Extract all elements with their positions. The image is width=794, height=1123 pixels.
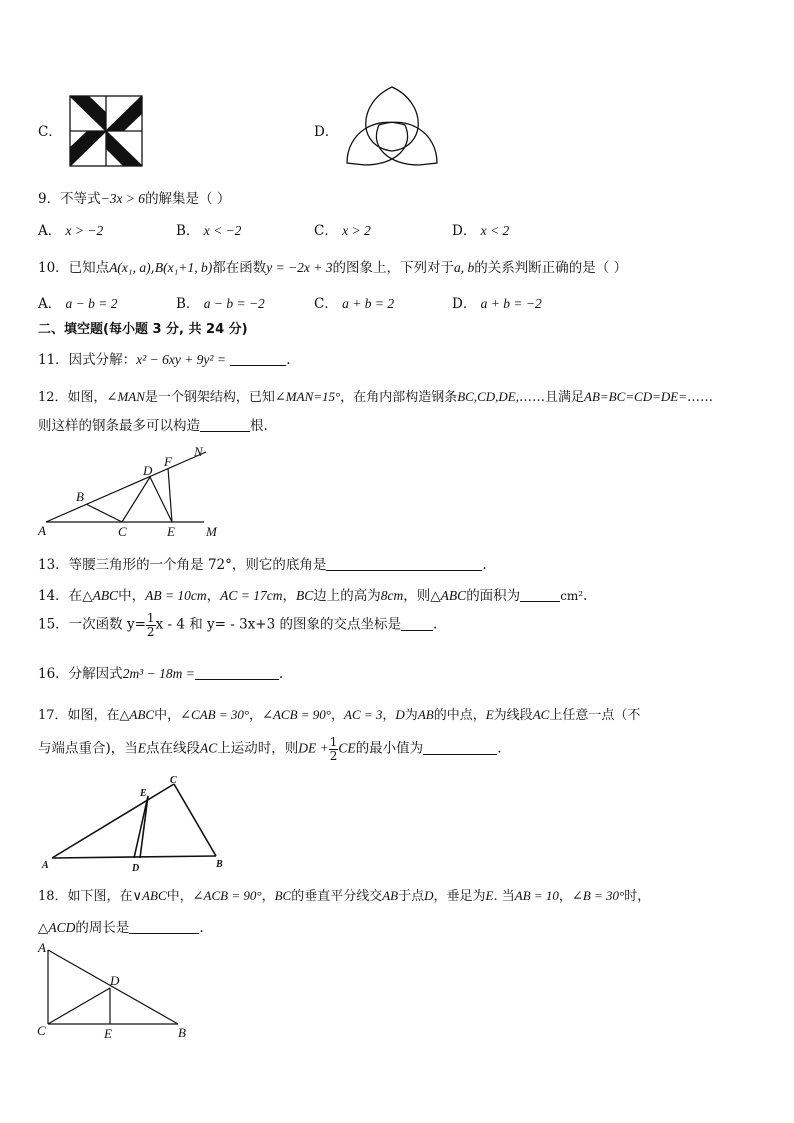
q10-d-letter: D．: [452, 296, 477, 312]
q17-figure: [40, 772, 230, 872]
fig18-label-d: D: [110, 973, 120, 988]
q17-l2b: 点在线段: [146, 740, 201, 757]
q18-answer-blank[interactable]: [129, 920, 199, 935]
q15-b: x - 4 和 y= - 3x+3 的图象的交点坐标是: [155, 616, 401, 633]
q10-a-letter: A．: [38, 296, 62, 312]
q17-angle-acb: ∠ACB = 90°: [262, 707, 331, 722]
q10-option-c[interactable]: [314, 292, 394, 312]
fig18-label-e: E: [104, 1026, 112, 1041]
q17-e: E: [485, 707, 494, 722]
fig17-label-e: E: [140, 788, 147, 799]
q14-stem: [38, 584, 587, 604]
q9-option-d[interactable]: [452, 219, 509, 239]
q17-l1d: ，: [330, 708, 344, 723]
q12-line2: [38, 414, 268, 434]
q12-l1c: ，在角内部构造钢条: [340, 390, 458, 405]
q17-ce: CE: [338, 740, 356, 756]
q18-line1: [38, 885, 650, 904]
q12-l2b: 根.: [250, 418, 268, 434]
q12-answer-blank[interactable]: [200, 418, 250, 433]
q9-option-c[interactable]: [314, 219, 371, 239]
q18-d: D: [424, 888, 434, 903]
q9-option-b[interactable]: [176, 219, 241, 239]
fig17-label-b: B: [216, 859, 223, 870]
q17-numerator: 1: [329, 735, 338, 749]
q17-angle-cab: ∠CAB = 30°: [180, 707, 250, 722]
q18-ab-value: AB = 10: [514, 888, 559, 903]
q14-d: ，: [282, 588, 297, 604]
q17-de: DE +: [298, 740, 329, 756]
q17-triangle: △ABC: [119, 707, 155, 722]
q10-a-expr: a − b = 2: [65, 296, 118, 311]
q17-ac: AC = 3: [344, 707, 383, 722]
q18-l1b: 中，: [166, 889, 193, 904]
q11-answer-blank[interactable]: [230, 352, 286, 367]
q10-d-expr: a + b = −2: [480, 296, 542, 311]
q9-a-expr: x > −2: [65, 223, 104, 238]
q15-fraction: [146, 612, 156, 638]
fig12-label-c: C: [118, 524, 127, 539]
q17-answer-blank[interactable]: [423, 740, 497, 755]
q14-e: 边上的高为: [313, 588, 381, 604]
q12-l1d: ……且满足: [518, 390, 584, 405]
q9-stem: [38, 187, 230, 207]
q14-triangle: △ABC: [82, 588, 119, 603]
q8-option-c-figure: [70, 96, 144, 168]
q9-option-a[interactable]: [38, 219, 103, 239]
q18-triangle-acd: △ACD: [38, 920, 76, 935]
q17-l2c: 上运动时，则: [217, 740, 299, 757]
q18-figure: [34, 940, 204, 1044]
q10-option-b[interactable]: [176, 292, 265, 312]
q13-stem: [38, 553, 487, 573]
q9-inequality: −3x > 6: [100, 191, 146, 206]
q17-d: D: [395, 707, 405, 722]
q17-l1e: ，: [382, 708, 396, 723]
q13-text: 13．等腰三角形的一个角是 72°，则它的底角是: [38, 557, 327, 573]
q14-unit: cm²: [560, 589, 584, 603]
q17-l1c: ，: [249, 708, 263, 723]
q10-option-d[interactable]: [452, 292, 542, 312]
fig18-label-c: C: [37, 1023, 46, 1038]
q17-l1a: 17．如图，在: [38, 708, 120, 723]
q15-answer-blank[interactable]: [401, 616, 433, 631]
fig12-label-e: E: [167, 524, 175, 539]
q12-l1b: 是一个钢架结构，已知: [144, 390, 275, 405]
q14-g: 的面积为: [466, 588, 521, 604]
q11-expr: x² − 6xy + 9y² =: [136, 352, 226, 367]
q18-l1a: 18．如下图，在: [38, 889, 133, 904]
q11-period: .: [286, 352, 291, 368]
fig17-label-a: A: [42, 860, 49, 871]
q11-stem: [38, 348, 291, 368]
q13-period: .: [482, 557, 487, 573]
fig12-label-b: B: [76, 489, 84, 504]
q18-l1g: . 当: [493, 889, 515, 904]
q18-l1f: ，垂足为: [433, 889, 486, 904]
q10-mid: 都在函数: [212, 260, 267, 276]
q10-vars: a, b: [454, 260, 475, 275]
q16-a: 16．分解因式: [38, 666, 123, 682]
q17-denominator: 2: [329, 748, 338, 763]
q15-stem: [38, 612, 437, 638]
q18-l1d: 的垂直平分线交: [291, 889, 383, 904]
q18-ab: AB: [382, 888, 399, 903]
q14-b: 中，: [118, 588, 146, 604]
q17-period: .: [497, 740, 502, 757]
q11-prefix: 11．因式分解：: [38, 352, 137, 368]
q18-l1e: 于点: [398, 889, 425, 904]
q17-line2: [38, 736, 501, 762]
q15-denominator: 2: [146, 624, 155, 639]
q8-option-d-label: D．: [314, 124, 339, 140]
fig12-label-a: A: [38, 523, 46, 538]
q10-point-b: B(x₁+1, b): [154, 260, 213, 275]
q10-suffix-2: 的关系判断正确的是（ ）: [474, 260, 628, 276]
q17-l2d: 的最小值为: [355, 740, 424, 757]
q10-b-letter: B．: [176, 296, 200, 312]
fig12-label-d: D: [143, 463, 153, 478]
q16-period: .: [278, 666, 284, 682]
q18-bc: BC: [274, 888, 292, 903]
fig12-label-n: N: [194, 444, 203, 459]
q18-l1h: ，: [558, 889, 572, 904]
q12-angle-man: ∠MAN: [106, 389, 145, 404]
q10-stem: 10．已知点A(x₁, a),B(x₁+1, b)都在函数y = −2x + 3的图象上，下列对于a, b的关系判断正确的是（ ）: [38, 260, 628, 276]
q14-f: ，则: [403, 588, 431, 604]
q17-l1i: 上任意一点（不: [549, 708, 641, 723]
q8-option-c-label: C．: [38, 124, 62, 140]
q18-period: .: [199, 920, 204, 936]
q9-b-letter: B．: [176, 223, 200, 239]
q16-expr: 2m³ − 18m =: [122, 666, 195, 681]
q18-line2: [38, 916, 204, 936]
q9-c-letter: C．: [314, 223, 338, 239]
q14-ac: AC = 17cm: [220, 588, 283, 603]
q12-l2a: 则这样的钢条最多可以构造: [38, 418, 200, 434]
q16-stem: [38, 662, 283, 682]
q18-e: E: [485, 888, 494, 903]
fig18-label-b: B: [178, 1025, 186, 1040]
q12-equal: AB=BC=CD=DE=: [584, 389, 687, 404]
q10-c-expr: a + b = 2: [342, 296, 395, 311]
q13-answer-blank[interactable]: [326, 557, 482, 572]
q16-answer-blank[interactable]: [195, 666, 279, 681]
q12-line1: [38, 386, 713, 405]
q17-l1g: 的中点，: [433, 708, 486, 723]
q14-ab: AB = 10cm: [145, 588, 207, 603]
q17-fraction: [329, 736, 339, 762]
q9-suffix: 的解集是（ ）: [145, 191, 231, 207]
q10-option-a[interactable]: [38, 292, 118, 312]
q17-line1: [38, 704, 640, 723]
q14-c: ，: [206, 588, 221, 604]
q17-l2a: 与端点重合)，当: [38, 740, 138, 757]
q8-option-d-figure: [345, 85, 440, 171]
q17-l1b: 中，: [154, 708, 181, 723]
q12-angle-value: ∠MAN=15°: [274, 389, 341, 404]
q17-l1h: 为线段: [493, 708, 533, 723]
q15-a: 15．一次函数 y=: [38, 616, 146, 633]
q12-l1e: ……: [686, 390, 713, 405]
section-heading-fill-blank: 二、填空题(每小题 3 分, 共 24 分): [38, 322, 248, 337]
q14-height: 8cm: [380, 588, 404, 603]
q12-l1a: 12．如图，: [38, 390, 107, 405]
q9-prefix: 9．不等式: [38, 191, 101, 207]
q9-a-letter: A．: [38, 223, 62, 239]
fig17-label-d: D: [132, 863, 140, 874]
q18-l1i: 时，: [624, 889, 651, 904]
q10-function: y = −2x + 3: [266, 260, 333, 275]
q10-suffix-1: 的图象上，下列对于: [332, 260, 455, 276]
q10-prefix: 10．已知点: [38, 260, 110, 276]
fig12-label-m: M: [206, 524, 217, 539]
q18-l2b: 的周长是: [75, 920, 130, 936]
q9-c-expr: x > 2: [342, 223, 371, 238]
q9-d-letter: D．: [452, 223, 477, 239]
q10-b-expr: a − b = −2: [203, 296, 265, 311]
fig12-label-f: F: [164, 454, 172, 469]
q18-l1c: ，: [261, 889, 275, 904]
q14-period: .: [583, 588, 588, 604]
q10-point-a: A(x₁, a): [109, 260, 151, 275]
q9-d-expr: x < 2: [480, 223, 510, 238]
q10-c-letter: C．: [314, 296, 338, 312]
q17-ab: AB: [417, 707, 434, 722]
q15-numerator: 1: [146, 611, 155, 625]
q17-ac-2: AC: [532, 707, 550, 722]
q9-b-expr: x < −2: [203, 223, 242, 238]
q17-l1f: 为: [404, 708, 418, 723]
q14-a: 14．在: [38, 588, 83, 604]
q14-answer-blank[interactable]: [520, 588, 560, 603]
q17-ac-3: AC: [200, 740, 218, 756]
q17-e-2: E: [137, 740, 147, 756]
q18-angle-acb: ∠ACB = 90°: [192, 888, 262, 903]
q14-bc: BC: [296, 588, 314, 603]
fig18-label-a: A: [38, 940, 46, 955]
q14-triangle-2: △ABC: [430, 588, 467, 603]
q12-bars: BC,CD,DE,: [457, 389, 519, 404]
fig17-label-c: C: [170, 775, 177, 786]
q18-angle-b: ∠B = 30°: [571, 888, 625, 903]
q12-figure: [36, 444, 226, 540]
q15-period: .: [432, 616, 438, 633]
q18-triangle: ∨ABC: [132, 888, 167, 903]
